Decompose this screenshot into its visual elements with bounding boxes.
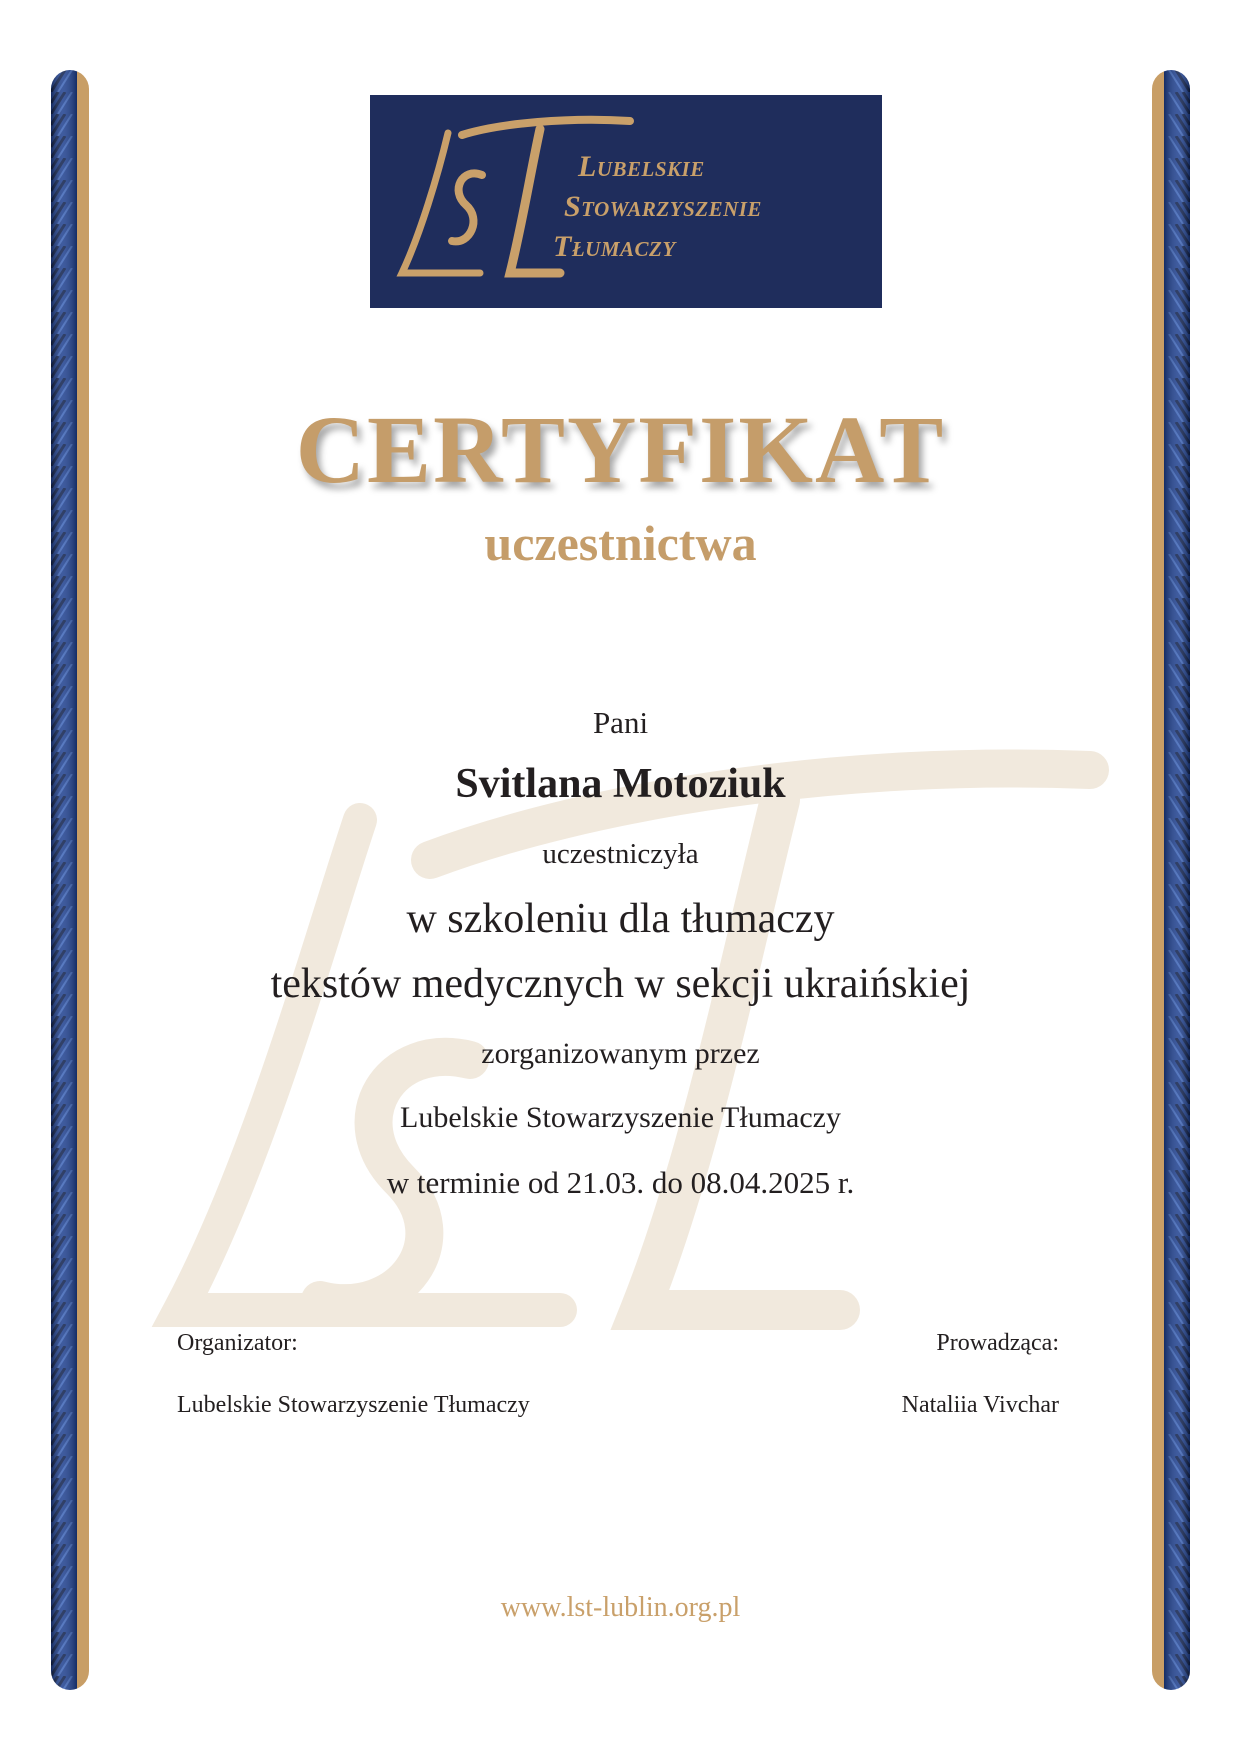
- certificate-title: CERTYFIKAT: [295, 396, 946, 503]
- logo-line-1: Lubelskie: [578, 150, 705, 183]
- lead-label: Prowadząca:: [936, 1330, 1059, 1356]
- salutation: Pani: [592, 705, 649, 740]
- course-dates: w terminie od 21.03. do 08.04.2025 r.: [386, 1165, 855, 1200]
- organizer-name: Lubelskie Stowarzyszenie Tłumaczy: [177, 1392, 530, 1418]
- lead-name: Nataliia Vivchar: [901, 1392, 1059, 1418]
- logo-line-3: Tłumaczy: [553, 230, 676, 263]
- certificate-subtitle: uczestnictwa: [484, 515, 757, 571]
- organized-by-text: zorganizowanym przez: [481, 1037, 760, 1070]
- logo-line-2: Stowarzyszenie: [564, 190, 762, 223]
- website-link[interactable]: www.lst-lublin.org.pl: [500, 1592, 741, 1623]
- course-line-2: tekstów medycznych w sekcji ukraińskiej: [270, 961, 971, 1007]
- course-line-1: w szkoleniu dla tłumaczy: [406, 896, 835, 942]
- lst-logo: [370, 95, 882, 308]
- participated-text: uczestniczyła: [542, 838, 699, 870]
- left-rope-border: [51, 70, 89, 1690]
- association-name: Lubelskie Stowarzyszenie Tłumaczy: [400, 1101, 841, 1134]
- organizer-label: Organizator:: [177, 1330, 298, 1356]
- right-rope-border: [1152, 70, 1190, 1690]
- participant-name: Svitlana Motoziuk: [455, 761, 786, 807]
